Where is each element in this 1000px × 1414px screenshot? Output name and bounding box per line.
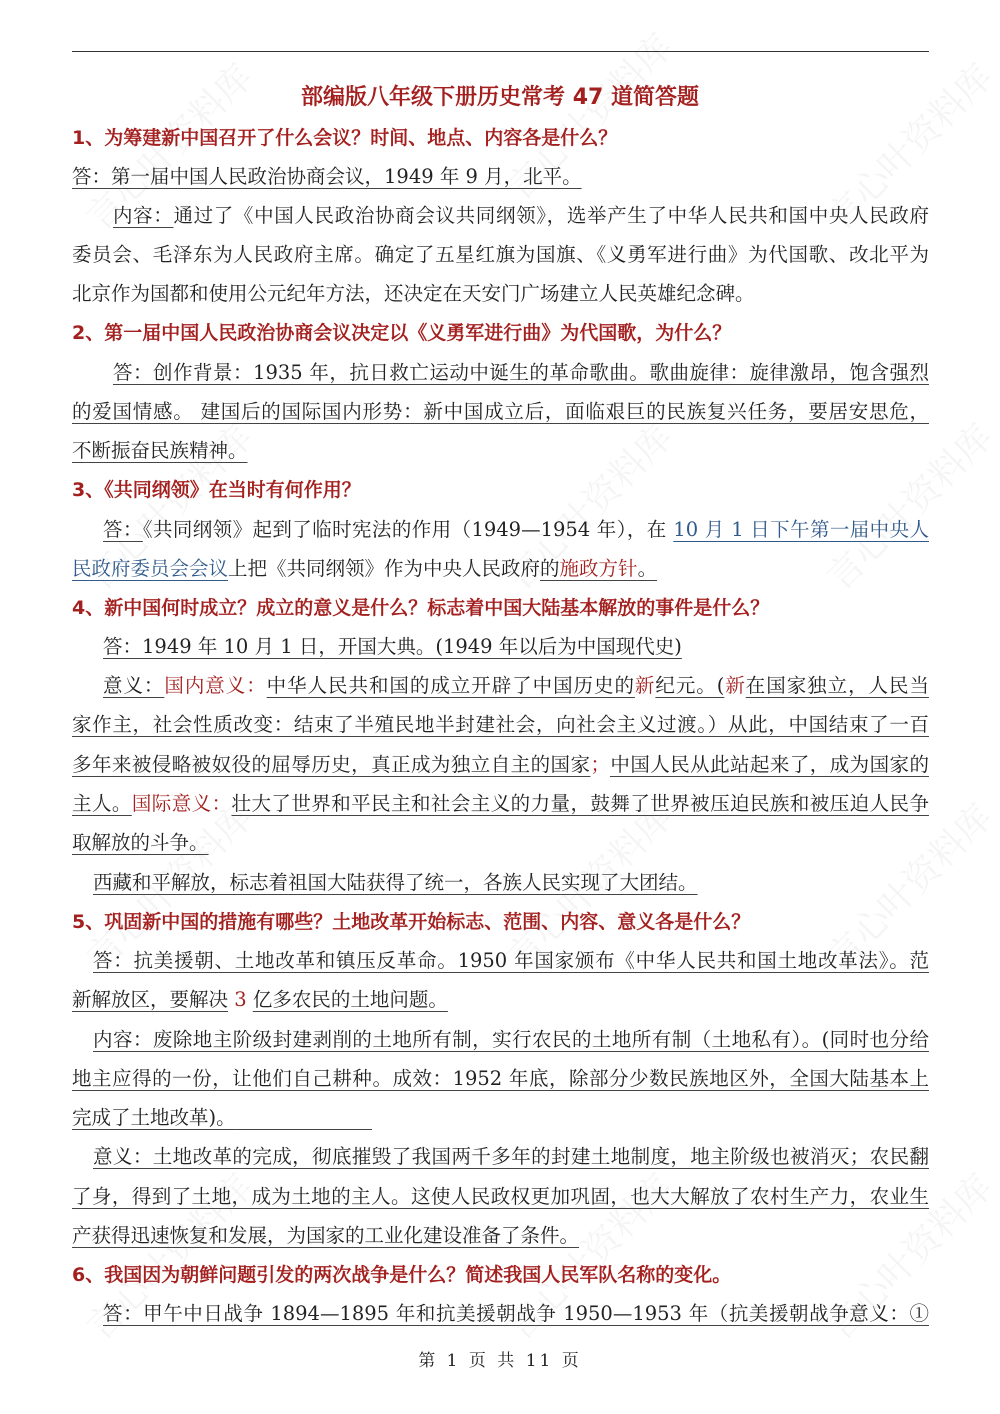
text-segment: 内容： [113, 204, 174, 227]
highlight-text: 新 [724, 674, 746, 697]
text-segment: 意义： [103, 674, 165, 697]
answer-line [103, 1300, 929, 1328]
answer-line [72, 986, 448, 1014]
text-segment: 的爱国情感。 建国后的国际国内形势：新中国成立后，面临艰巨的民族复兴任务，要居安思危， [72, 400, 929, 423]
text-segment: 通过了《中国人民政治协商会议共同纲领》，选举产生了中华人民共和国中央人民政府 [173, 204, 929, 227]
text-segment: 。 [637, 557, 658, 580]
text-segment: 《共同纲领》起到了临时宪法的作用（1949—1954 年），在 [142, 518, 674, 541]
text-segment: 部编版八年级下册历史常考 47 道简答题 [301, 85, 699, 110]
answer-line [72, 555, 657, 583]
answer-line [72, 829, 209, 857]
question-heading [72, 908, 750, 936]
answer-line [72, 398, 929, 426]
answer-line [103, 516, 929, 544]
answer-line [93, 1143, 929, 1171]
text-segment: 意义：土地改革的完成，彻底摧毁了我国两千多年的封建土地制度，地主阶级也被消灭；农民翻 [93, 1145, 929, 1168]
answer-line [72, 163, 582, 191]
text-segment: 壮大了世界和平民主和社会主义的力量，鼓舞了世界被压迫民族和被压迫人民争 [231, 792, 929, 815]
answer-line [103, 672, 929, 700]
underline-padding [236, 1106, 372, 1129]
text-segment: 在国家独立，人民当 [745, 674, 929, 697]
question-heading [72, 1261, 731, 1289]
answer-line [103, 633, 682, 661]
text-segment: 新解放区，要解决 [72, 988, 229, 1011]
answer-line [113, 202, 929, 230]
text-segment: 答： [103, 518, 143, 541]
page-footer: 第 1 页 共 11 页 [418, 1351, 582, 1371]
blue-highlight-text: 民政府委员会会议 [72, 557, 229, 580]
text-segment: 2、第一届中国人民政治协商会议决定以《义勇军进行曲》为代国歌，为什么？ [72, 322, 732, 344]
answer-line [72, 1065, 929, 1093]
text-segment: 产获得迅速恢复和发展，为国家的工业化建设准备了条件。 [72, 1224, 580, 1247]
text-segment: 北京作为国都和使用公元纪年方法，还决定在天安门广场建立人民英雄纪念碑。 [72, 282, 755, 305]
text-segment: 多年来被侵略被奴役的屈辱历史，真正成为独立自主的国家 [72, 753, 591, 776]
question-heading [72, 594, 769, 622]
answer-line [72, 1183, 929, 1211]
answer-line [93, 1026, 929, 1054]
text-segment: 了身，得到了土地，成为土地的主人。这使人民政权更加巩固，也大大解放了农村生产力，农业生 [72, 1185, 929, 1208]
text-segment: 取解放的斗争。 [72, 831, 209, 854]
text-segment: 亿多农民的土地问题。 [252, 988, 448, 1011]
answer-line [113, 359, 929, 387]
text-segment: 家作主，社会性质改变：结束了半殖民地半封建社会，向社会主义过渡。）从此，中国结束了一百 [72, 713, 929, 736]
text-segment: 完成了土地改革)。 [72, 1106, 236, 1129]
text-segment: 6、我国因为朝鲜问题引发的两次战争是什么？简述我国人民军队名称的变化。 [72, 1264, 732, 1286]
text-segment: 不断振奋民族精神。 [72, 439, 248, 462]
document-title [0, 84, 1000, 112]
text-segment: 的 [540, 557, 560, 580]
answer-line [93, 947, 929, 975]
text-segment: 地主应得的一份，让他们自己耕种。成效：1952 年底，除部分少数民族地区外，全国大陆基本上 [72, 1067, 929, 1090]
text-segment: 3、《共同纲领》在当时有何作用？ [72, 479, 361, 501]
text-segment: 5、巩固新中国的措施有哪些？土地改革开始标志、范围、内容、意义各是什么？ [72, 911, 751, 933]
text-segment: 4、新中国何时成立？成立的意义是什么？标志着中国大陆基本解放的事件是什么？ [72, 597, 770, 619]
text-segment: 委员会、毛泽东为人民政府主席。确定了五星红旗为国旗、《义勇军进行曲》为代国歌、改北平为 [72, 243, 929, 266]
highlight-text: 新 [634, 674, 656, 697]
text-segment: 答：创作背景：1935 年，抗日救亡运动中诞生的革命歌曲。歌曲旋律：旋律激昂，饱含强烈 [113, 361, 929, 384]
highlight-text: 国内意义： [164, 674, 267, 697]
text-segment: 1、为筹建新中国召开了什么会议？时间、地点、内容各是什么？ [72, 127, 618, 149]
answer-line [72, 437, 248, 465]
text-segment: 纪元。( [655, 674, 725, 697]
question-heading [72, 476, 361, 504]
watermark-text [814, 411, 1000, 600]
text-segment: 西藏和平解放，标志着祖国大陆获得了统一，各族人民实现了大团结。 [93, 871, 698, 894]
text-segment: 中国人民从此站起来了，成为国家的 [609, 753, 929, 776]
text-segment: 答：1949 年 10 月 1 日，开国大典。(1949 年以后为中国现代史) [103, 635, 682, 658]
answer-line [72, 751, 929, 779]
highlight-text: 施政方针 [559, 557, 638, 580]
blue-highlight-text: 10 月 1 日下午第一届中央人 [673, 518, 929, 541]
text-segment: 答：第一届中国人民政治协商会议，1949 年 9 月，北平。 [72, 165, 582, 188]
text-segment: 主人。 [72, 792, 132, 815]
text-segment: 中华人民共和国的成立开辟了中国历史的 [266, 674, 635, 697]
question-heading [72, 319, 731, 347]
text-segment: 答：甲午中日战争 1894—1895 年和抗美援朝战争 1950—1953 年（抗美援朝战争意义：① [103, 1302, 929, 1325]
header-rule [72, 51, 929, 52]
answer-line [72, 1104, 372, 1132]
answer-line [72, 241, 929, 269]
text-segment: 答：抗美援朝、土地改革和镇压反革命。1950 年国家颁布《中华人民共和国土地改革法》。范 [93, 949, 929, 972]
answer-line [93, 869, 698, 897]
highlight-text: 3 [228, 988, 253, 1011]
answer-line [72, 790, 929, 818]
answer-line [72, 711, 929, 739]
highlight-text: 国际意义： [131, 792, 232, 815]
answer-line [72, 1222, 579, 1250]
highlight-text: ； [590, 753, 610, 776]
text-segment: 上把《共同纲领》作为中央人民政府 [228, 557, 541, 580]
text-segment: 内容：废除地主阶级封建剥削的土地所有制，实行农民的土地所有制（土地私有）。(同时也分给 [93, 1028, 929, 1051]
answer-line [72, 280, 755, 308]
question-heading [72, 124, 617, 152]
